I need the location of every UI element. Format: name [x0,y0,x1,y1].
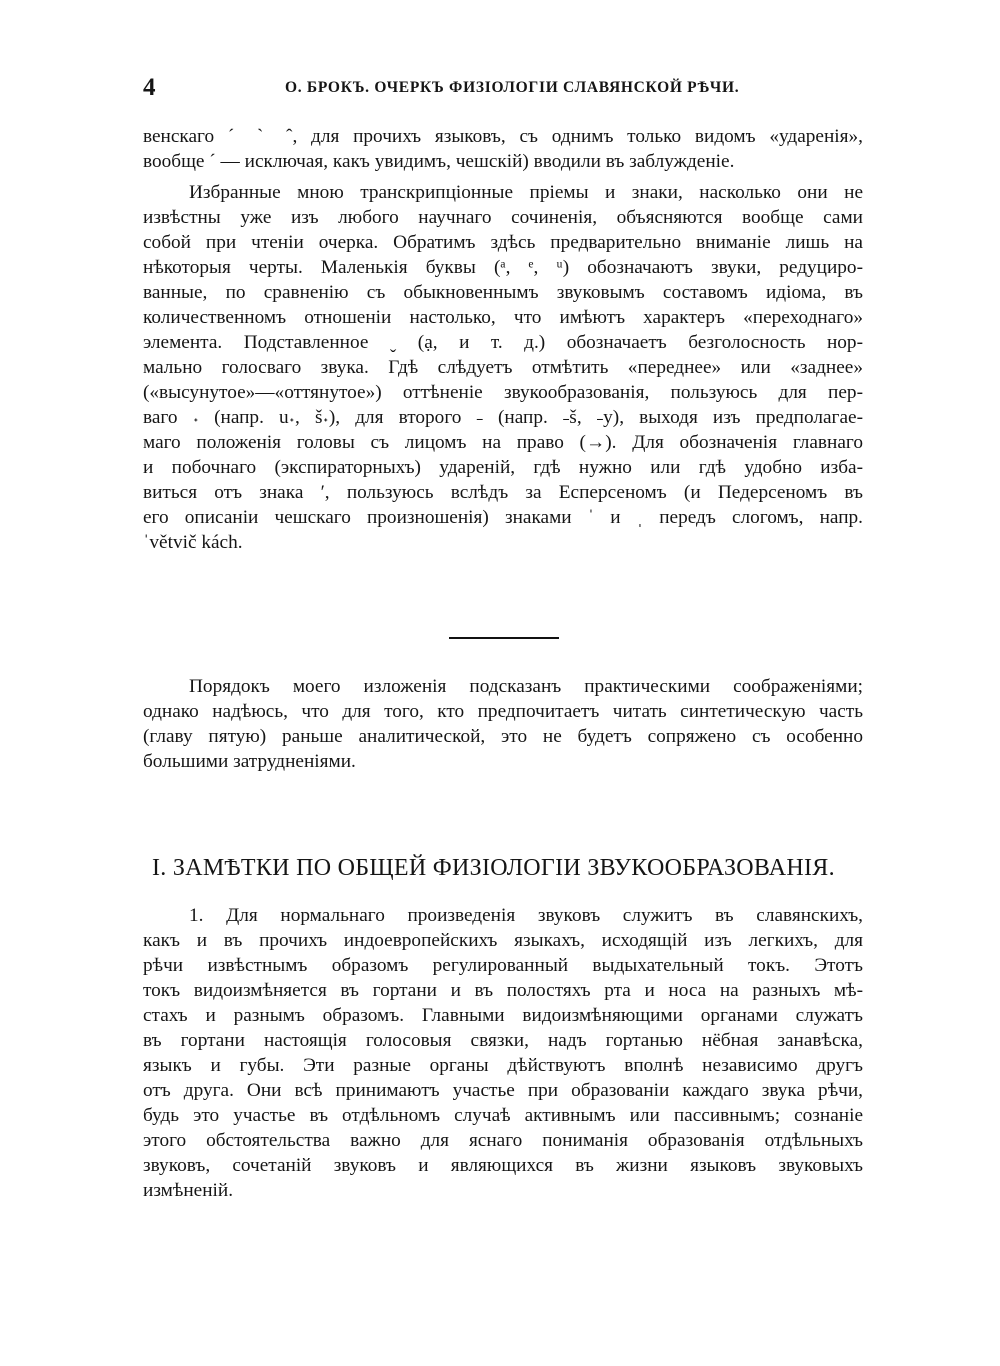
order-paragraph [143,674,863,774]
text-line: собой при чтеніи очерка. Обратимъ здѣсь предварительно вниманіе лишь на [143,232,863,253]
text-line: языкъ и губы. Эти разные органы дѣйствуютъ вполнѣ независимо другъ [143,1055,863,1076]
text-line: токъ видоизмѣняется въ гортани и въ полостяхъ рта и носа на разныхъ мѣ- [143,980,863,1001]
text-line: этого обстоятельства важно для яснаго пониманія образованія отдѣльныхъ [143,1130,863,1151]
text-line: вообще ˊ — исключая, какъ увидимъ, чешскій) вводили въ заблужденіе. [143,151,735,172]
text-line: мально голосваго звука. Гдѣ слѣдуетъ отмѣтить «переднее» или «заднее» [143,357,863,378]
text-line: извѣстны уже изъ любого научнаго сочиненія, объясняются вообще сами [143,207,863,228]
text-line: отъ друга. Они всѣ принимаютъ участье при образованіи каждаго звука рѣчи, [143,1080,863,1101]
text-line: однако надѣюсь, что для того, кто предпочитаетъ читать синтетическую часть [143,701,863,722]
text-line: и побочнаго (экспираторныхъ) удареній, гдѣ нужно или гдѣ удобно изба- [143,457,863,478]
section-divider [449,637,559,639]
text-line: венскаго ˊ ˋ ˆ, для прочихъ языковъ, съ однимъ только видомъ «ударенія», [143,126,863,147]
text-line: будь это участье въ отдѣльномъ случаѣ активнымъ или пассивнымъ; сознаніе [143,1105,863,1126]
intro-paragraph [143,124,863,555]
text-line: большими затрудненіями. [143,751,356,772]
text-line: элемента. Подставленное ˬ (ạ, и т. д.) обозначаетъ безголосность нор- [143,332,863,353]
chapter-heading: I. ЗАМѢТКИ ПО ОБЩЕЙ ФИЗІОЛОГІИ ЗВУКООБРАЗОВАНІЯ. [152,855,835,881]
text-line: рѣчи извѣстнымъ образомъ регулированный выдыхательный токъ. Этотъ [143,955,863,976]
text-line: Порядокъ моего изложенія подсказанъ практическими соображеніями; [189,676,863,697]
text-line: ˈvětvič kách. [143,532,243,553]
text-line: количественномъ отношеніи настолько, что имѣютъ характеръ «переходнаго» [143,307,863,328]
text-line: нѣкоторыя черты. Маленькія буквы (ᵃ, ᵉ, ᵘ) обозначаютъ звуки, редуциро- [143,257,863,278]
text-line: маго положенія головы съ лицомъ на право (→). Для обозначенія главнаго [143,432,863,453]
text-line: измѣненій. [143,1180,234,1201]
text-line: виться отъ знака ʹ, пользуюсь вслѣдъ за Есперсеномъ (и Педерсеномъ въ [143,482,863,503]
page-number: 4 [143,74,156,101]
text-line: Избранные мною транскрипціонные пріемы и знаки, насколько они не [189,182,863,203]
text-line: (главу пятую) раньше аналитической, это не будетъ сопряжено съ особенно [143,726,863,747]
text-line: звуковъ, сочетаній звуковъ и являющихся въ жизни языковъ звуковыхъ [143,1155,863,1176]
text-line: въ гортани настоящія голосовыя связки, надъ гортанью нёбная занавѣска, [143,1030,863,1051]
text-line: стахъ и разнымъ образомъ. Главными видоизмѣняющими органами служатъ [143,1005,863,1026]
chapter-paragraph [143,903,863,1203]
text-line: 1. Для нормальнаго произведенія звуковъ служитъ въ славянскихъ, [189,905,863,926]
running-head: О. БРОКЪ. ОЧЕРКЪ ФИЗІОЛОГІИ СЛАВЯНСКОЙ РѢЧИ. [285,79,740,96]
text-line: какъ и въ прочихъ индоевропейскихъ языкахъ, исходящій изъ легкихъ, для [143,930,863,951]
text-line: («высунутое»—«оттянутое») оттѣненіе звукообразованія, пользуюсь для пер- [143,382,863,403]
text-line: ванные, по сравненію съ обыкновеннымъ звуковымъ составомъ идіома, въ [143,282,863,303]
text-line: его описаніи чешскаго произношенія) знаками ˈ и ˌ передъ слогомъ, напр. [143,507,863,528]
text-line: ваго ˖ (напр. u˖, š˖), для второго ˗ (напр. ˗š, ˗y), выходя изъ предполагае- [143,407,863,428]
